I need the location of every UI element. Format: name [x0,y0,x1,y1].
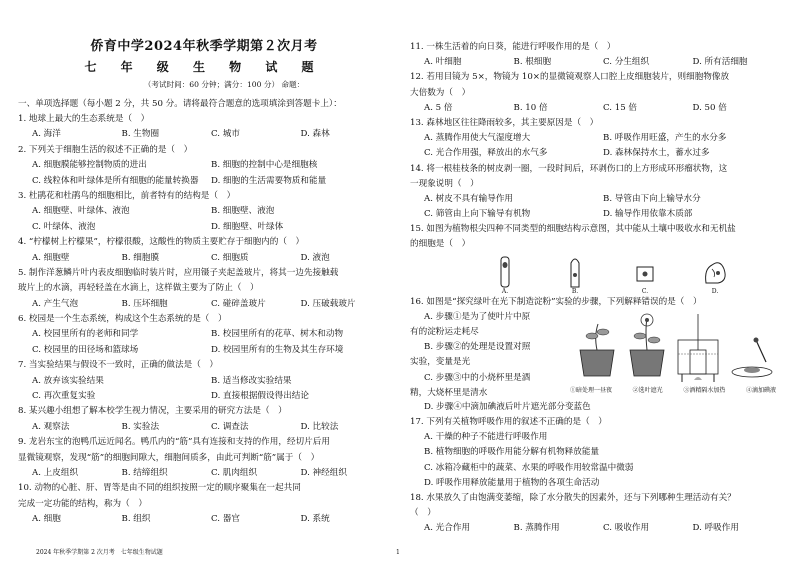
option-c: C. 吸收作用 [603,523,650,534]
question-4: 4. “柠檬树上柠檬果”，柠檬很酸，这酸性的物质主要贮存于细胞内的（ ） [18,237,305,248]
option-b: B. 呼吸作用旺盛，产生的水分多 [603,133,727,144]
option-c: C. 肌肉组织 [211,467,258,478]
question-17-option-a: A. 干燥的种子不能进行呼吸作用 [424,432,548,443]
option-d: D. 输导作用依靠木质部 [603,209,693,220]
question-14-line-1: 14. 将一根桂枝条的树皮剥一圈，一段时间后，环剥伤口的上方形成环形瘤状物，这 [410,163,728,174]
tube-cell-icon [562,255,588,289]
right-column [410,40,782,537]
question-17-option-d: D. 呼吸作用释放能量用于植物的各项生命活动 [424,477,600,488]
option-d: D. 所有活细胞 [692,57,748,68]
option-b: B. 10 倍 [513,102,548,113]
question-4-options [18,251,390,266]
option-c-line-2: 精，大烧杯里是清水 [410,387,488,398]
option-d: D. 液泡 [300,252,330,263]
question-6-options-ab [18,327,390,342]
cell-d [680,255,750,295]
cell-b [540,255,610,295]
page-number: 1 [396,549,400,556]
question-16-options [410,310,580,401]
option-c: C. 校园里的田径场和篮球场 [32,344,139,355]
root-cell-figure [410,253,782,295]
question-2-options-ab [18,158,390,173]
cell-c-label: C. [641,287,649,295]
option-c-line-1: C. 步骤③中的小烧杯里是酒 [424,372,531,383]
question-18-options [410,521,782,536]
question-7-options-cd [18,389,390,404]
option-a-line-1: A. 步骤①是为了使叶片中原 [424,311,531,322]
option-c: C. 碰碎盖玻片 [211,298,266,309]
question-9-line-1: 9. 龙岩东宝的泡鸭爪远近闻名。鸭爪内的“筋”具有连接和支持的作用，经切片后用 [18,437,330,448]
step-2-caption: ②选叶遮光 [632,387,663,395]
option-d: D. 细胞的生活需要物质和能量 [211,175,327,186]
starch-experiment-figure [570,310,780,400]
root-hair-cell-icon [700,255,730,289]
experiment-captions [570,388,780,394]
question-8-options [18,420,390,435]
option-d: D. 校园里所有的生物及其生存环境 [211,344,344,355]
question-15-line-2: 的细胞是（ ） [410,239,471,250]
question-5-line-2: 玻片上的水滴，再轻轻盖在水滴上，这样做主要为了防止（ ） [18,283,259,294]
question-1-options [18,127,390,142]
option-c: C. 再次重复实验 [32,391,96,402]
option-c: C. 光合作用强，释放出的水气多 [424,148,548,159]
option-d: D. 直接根据假设得出结论 [211,391,309,402]
option-a: A. 5 倍 [424,102,453,113]
step-3-caption: ③酒精隔水加热 [683,387,726,395]
question-16-line-1: 16. 如图是“探究绿叶在光下制造淀粉”实验的步骤，下列解释错误的是（ ） [410,296,702,307]
option-b: B. 实验法 [121,421,160,432]
option-b: B. 导管由下向上输导水分 [603,193,701,204]
option-b: B. 组织 [121,514,151,525]
option-d: D. 森林保持水土，蓄水过多 [603,148,710,159]
option-d: D. 森林 [300,129,330,140]
option-b: B. 压坏细胞 [121,298,168,309]
option-c: C. 叶绿体、液泡 [32,221,96,232]
question-10-options [18,512,390,527]
question-3-options-ab [18,204,390,219]
question-8: 8. 某兴趣小组想了解本校学生视力情况，主要采用的研究方法是（ ） [18,406,287,417]
question-12-line-2: 大倍数为（ ） [410,87,471,98]
step-1-caption: ①暗处理一昼夜 [570,387,613,395]
option-a: A. 放弃该实验结果 [32,375,104,386]
option-c: C. 细胞质 [211,252,249,263]
option-d: D. 细胞壁、叶绿体 [211,221,284,232]
question-18-line-2: （ ） [410,508,436,519]
option-b: B. 校园里所有的花草、树木和动物 [211,329,344,340]
option-c: C. 分生组织 [603,57,650,68]
option-b: B. 细胞的控制中心是细胞核 [211,160,318,171]
cell-b-label: B. [571,287,579,295]
option-b: B. 蒸腾作用 [513,523,560,534]
page-footer: 2024 年秋季学期第 2 次月考 七年级生物试题 [36,549,163,556]
question-11-options [410,55,782,70]
option-a: A. 海洋 [32,129,61,140]
question-17-option-c: C. 冰箱冷藏柜中的蔬菜、水果的呼吸作用较常温中微弱 [424,462,634,473]
option-a: A. 细胞膜能够控制物质的进出 [32,160,147,171]
exam-info: （考试时间：60 分钟；满分：100 分） 命题： [143,80,305,89]
option-b: B. 生物圈 [121,129,160,140]
question-10-line-1: 10. 动物的心脏、肝、胃等是由不同的组织按照一定的顺序聚集在一起共同 [18,483,301,494]
question-7-options-ab [18,374,390,389]
question-14-options-cd [410,207,782,222]
option-d: D. 比较法 [300,421,339,432]
option-d: D. 神经组织 [300,467,347,478]
question-2-options-cd [18,174,390,189]
option-a: A. 观察法 [32,421,70,432]
option-c: C. 器官 [211,514,240,525]
exam-title: 侨育中学2024年秋季学期第２次月考 [90,39,318,54]
option-a: A. 细胞壁 [32,252,70,263]
option-d: D. 呼吸作用 [692,523,739,534]
question-7: 7. 当实验结果与假设不一致时，正确的做法是（ ） [18,360,218,371]
option-a: A. 细胞壁、叶绿体、液泡 [32,206,130,217]
option-c: C. 15 倍 [603,102,637,113]
question-13-options-cd [410,146,782,161]
question-6: 6. 校园是一个生态系统，构成这个生态系统的是（ ） [18,314,227,325]
section-heading: 一、单项选择题（每小题 2 分，共 50 分。请将最符合题意的选项填涂到答题卡上）： [18,98,342,109]
option-a: A. 上皮组织 [32,467,79,478]
option-d: D. 压破载玻片 [300,298,356,309]
cell-a-label: A. [501,287,509,295]
option-a: A. 蒸腾作用使大气湿度增大 [424,133,531,144]
option-d: D. 50 倍 [692,102,727,113]
option-a-line-2: 有的淀粉运走耗尽 [410,327,479,337]
question-18-line-1: 18. 水果放久了由饱满变萎缩，除了水分散失的因素外，还与下列哪种生理活动有关？ [410,492,736,503]
cell-d-label: D. [711,287,719,295]
question-3-options-cd [18,220,390,235]
question-1: 1. 地球上最大的生态系统是（ ） [18,113,150,124]
exam-subtitle: 七 年 级 生 物 试 题 [84,60,324,74]
option-b-line-1: B. 步骤②的处理是设置对照 [424,342,531,353]
question-17: 17. 下列有关植物呼吸作用的叙述不正确的是（ ） [410,417,607,427]
option-b: B. 细胞壁、液泡 [211,206,275,217]
option-a: A. 树皮不具有输导作用 [424,193,514,204]
option-d: D. 系统 [300,514,330,525]
question-9-options [18,466,390,481]
question-12-line-1: 12. 若用目镜为 5×，物镜为 10×的显微镜观察人口腔上皮细胞装片，则细胞物像放 [410,72,730,83]
question-14-options-ab [410,192,782,207]
question-14-line-2: 一现象说明（ ） [410,178,479,189]
option-b-line-2: 实验，变量是光 [410,357,471,368]
option-a: A. 校园里所有的老师和同学 [32,329,139,340]
option-c: C. 城市 [211,129,240,140]
question-13: 13. 森林地区往往降雨较多，其主要原因是（ ） [410,117,599,128]
square-cell-icon [632,255,658,289]
option-c: C. 筛管由上向下输导有机物 [424,209,531,220]
question-5-options [18,297,390,312]
question-12-options [410,101,782,116]
option-b: B. 细胞膜 [121,252,160,263]
question-6-options-cd [18,343,390,358]
left-column [18,40,390,528]
cell-a [470,255,540,295]
step-4-caption: ④滴加碘液 [745,387,776,395]
elongated-cell-icon [492,255,518,289]
question-10-line-2: 完成一定功能的结构，称为（ ） [18,498,147,509]
experiment-steps-illustration [570,310,780,386]
option-c: C. 线粒体和叶绿体是所有细胞的能量转换器 [32,175,199,186]
question-16-block [410,310,782,400]
option-b: B. 根细胞 [513,57,552,68]
question-15-line-1: 15. 如图为植物根尖四种不同类型的细胞结构示意图，其中能从土壤中吸收水和无机盐 [410,224,736,235]
question-17-option-b: B. 植物细胞的呼吸作用能分解有机物释放能量 [424,447,600,458]
question-5-line-1: 5. 制作洋葱鳞片叶内表皮细胞临时装片时，应用镊子夹起盖玻片，将其一边先接触载 [18,267,339,278]
question-2: 2. 下列关于细胞生活的叙述不正确的是（ ） [18,144,193,155]
question-3: 3. 杜鹃花和杜鹃鸟的细胞相比，前者特有的结构是（ ） [18,190,236,201]
question-9-line-2: 显微镜观察，发现“筋”的细胞间隙大，细胞间质多，由此可判断“筋”属于（ ） [18,452,320,463]
question-13-options-ab [410,131,782,146]
option-a: A. 产生气泡 [32,298,79,309]
question-11: 11. 一株生活着的向日葵，能进行呼吸作用的是（ ） [410,42,616,52]
option-b: B. 适当修改实验结果 [211,375,292,386]
option-a: A. 细胞 [32,514,61,525]
option-b: B. 结缔组织 [121,467,168,478]
cell-c [610,255,680,295]
option-a: A. 叶细胞 [424,57,462,68]
question-16-option-d: D. 步骤④中滴加碘液后叶片遮光部分变蓝色 [424,401,591,412]
option-c: C. 调查法 [211,421,249,432]
option-a: A. 光合作用 [424,523,471,534]
